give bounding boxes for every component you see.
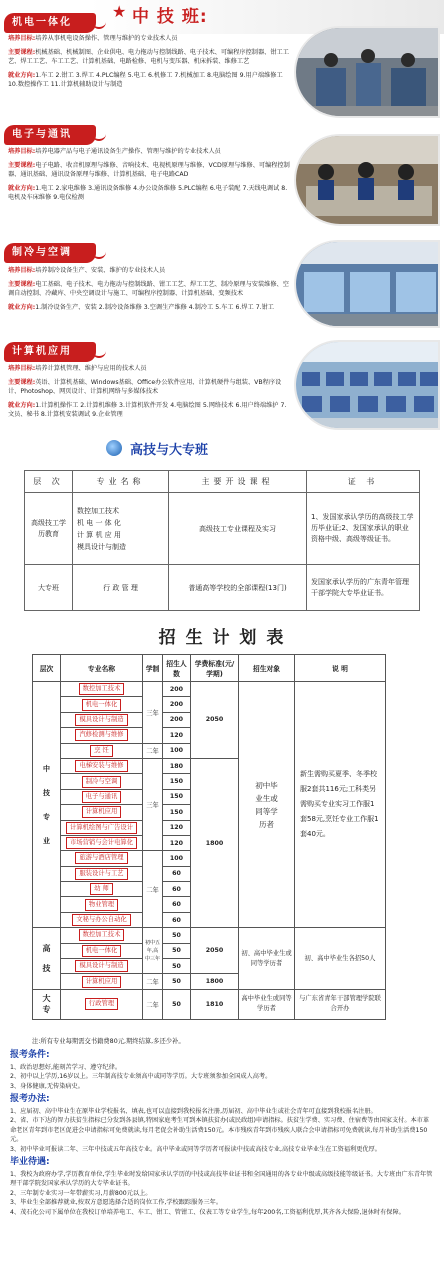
gaoji-header-level: 层 次 bbox=[25, 471, 73, 493]
courses-label: 主要课程: bbox=[8, 280, 36, 288]
plan-major-cell bbox=[61, 712, 143, 727]
target-text: 培养从事机电设备操作、管理与维护的专业技术人员 bbox=[35, 35, 178, 42]
plan-major-cell bbox=[61, 728, 143, 743]
methods-item: 3、初中毕业可报读二年、三年中技或五年高技专业。高中毕业或同等学历者可报读中技或高技专业,高技专业毕业生在工资福利更优厚。 bbox=[10, 1145, 381, 1153]
dazhuan-level: 大专班 bbox=[25, 565, 73, 611]
dazhuan-courses: 普通高等学校的全部课程(13门) bbox=[169, 565, 307, 611]
plan-major-name: 计算机绘图与广告设计 bbox=[66, 822, 137, 834]
plan-fee: 1810 bbox=[191, 989, 239, 1019]
plan-num: 60 bbox=[163, 897, 191, 912]
plan-major-cell bbox=[61, 943, 143, 958]
plan-major-name: 模具设计与制造 bbox=[75, 714, 127, 726]
plan-fee: 2050 bbox=[191, 928, 239, 974]
plan-xuezhi: 二年 bbox=[143, 989, 163, 1019]
gaoji-majors bbox=[73, 493, 169, 565]
plan-xuezhi: 二年 bbox=[143, 974, 163, 989]
plan-num: 60 bbox=[163, 866, 191, 881]
plan-major-name: 文秘与办公自动化 bbox=[72, 914, 130, 926]
plan-major-name: 服装设计与工艺 bbox=[75, 868, 127, 880]
gaoji-table bbox=[24, 470, 420, 611]
photo-refrigeration-lab bbox=[294, 240, 440, 328]
plan-num: 50 bbox=[163, 959, 191, 974]
courses-label: 主要课程: bbox=[8, 48, 36, 56]
methods-item: 1、应届初、高中毕业生在原毕业学校报名、填表,也可以直接到我校报名注册,历届初、高中毕业生或社会青年可直接到我校报名注册。 bbox=[10, 1107, 377, 1115]
plan-major-name: 旅游与酒店管理 bbox=[75, 852, 127, 864]
jobs-label: 就业方向: bbox=[8, 184, 36, 192]
plan-major-cell bbox=[61, 697, 143, 712]
courses-text: 电工基础、电子技术、电力拖动与控制线路、钳工工艺、焊工工艺、制冷原理与安装维修、空调自动控制、冷藏库、中央空调设计与施工、可编程序控制器、计算机基础、变频技术 bbox=[8, 280, 289, 297]
plan-target-gao: 初、高中毕业生或同等学历者 bbox=[239, 928, 295, 990]
target-text: 培养制冷设备生产、安装、维护的专业技术人员 bbox=[35, 267, 166, 274]
courses-text: 电子电路、收音机原理与维修、音响技术、电视机原理与维修、VCD原理与维修、可编程控制器、通讯基础、通讯设备原理与维修、计算机基础、电子电路CAD bbox=[8, 161, 290, 178]
plan-xuezhi: 二年 bbox=[143, 851, 163, 928]
employment-item: 4、茂石化公司下属单位在我校订单培养电工、车工、钳工、管钳工、仪表工等专业学生,每年200名,工资福利优厚,其齐各大保险,退休时有保障。 bbox=[10, 1208, 405, 1216]
courses-label: 主要课程: bbox=[8, 378, 36, 386]
photo-electronics-lab bbox=[294, 134, 440, 226]
plan-row bbox=[33, 928, 386, 943]
major-item: 模具设计与制造 bbox=[77, 542, 126, 551]
target-label: 培养目标: bbox=[8, 35, 36, 42]
plan-major-cell bbox=[61, 835, 143, 850]
plan-major-name: 市场营销与会计电算化 bbox=[66, 837, 137, 849]
plan-major-cell bbox=[61, 928, 143, 943]
plan-xuezhi: 三年 bbox=[143, 758, 163, 850]
plan-major-cell bbox=[61, 789, 143, 804]
target-text: 培养电器产品与电子通讯设备生产操作、管理与维护的专业技术人员 bbox=[35, 148, 221, 155]
plan-major-name: 汽修检测与维修 bbox=[75, 729, 127, 741]
plan-num: 50 bbox=[163, 943, 191, 958]
plan-num: 120 bbox=[163, 835, 191, 850]
plan-num: 150 bbox=[163, 774, 191, 789]
conditions-item: 3、身体健康,无传染病史。 bbox=[10, 1082, 84, 1090]
employment-title: 毕业待遇: bbox=[10, 1157, 50, 1167]
major-item: 机 电 一 体 化 bbox=[77, 518, 121, 527]
conditions-title: 报考条件: bbox=[10, 1050, 50, 1060]
gaoji-courses: 高级技工专业课程及实习 bbox=[169, 493, 307, 565]
plan-header-num: 招生人数 bbox=[163, 655, 191, 682]
plan-major-cell bbox=[61, 882, 143, 897]
plan-header-xuezhi: 学制 bbox=[143, 655, 163, 682]
target-text: 培养计算机管理、维护与应用的技术人员 bbox=[35, 365, 147, 372]
plan-header-major: 专业名称 bbox=[61, 655, 143, 682]
plan-num: 120 bbox=[163, 820, 191, 835]
plan-major-cell bbox=[61, 866, 143, 881]
section-tag-zhileng: 制冷与空调 bbox=[4, 243, 96, 263]
plan-major-cell bbox=[61, 912, 143, 927]
header-title: 中 技 班: bbox=[132, 7, 208, 27]
plan-header-level: 层次 bbox=[33, 655, 61, 682]
plan-num: 150 bbox=[163, 789, 191, 804]
plan-major-cell bbox=[61, 959, 143, 974]
courses-label: 主要课程: bbox=[8, 161, 36, 169]
plan-level-zhong: 中 技 专 业 bbox=[33, 682, 61, 928]
section-text-dianzi bbox=[8, 147, 290, 207]
gaoji-title: 高技与大专班 bbox=[130, 443, 209, 458]
plan-major-cell bbox=[61, 897, 143, 912]
plan-num: 200 bbox=[163, 682, 191, 697]
jobs-text: 1.制冷设备生产、安装 2.制冷设备维修 3.空调生产维修 4.制冷工 5.车工 6.焊工 7.钳工 bbox=[35, 303, 274, 311]
plan-num: 50 bbox=[163, 974, 191, 989]
plan-major-name: 机电一体化 bbox=[82, 699, 121, 711]
plan-target-zhong: 初中毕业生或同等学历者 bbox=[239, 682, 295, 928]
courses-text: 英语、计算机基础、Windows基础、Office办公软件应用、计算机硬件与组装、VB程序设计、Photoshop、网页设计、计算机网络与多媒体技术 bbox=[8, 378, 282, 395]
conditions-block bbox=[10, 1047, 434, 1217]
plan-num: 120 bbox=[163, 728, 191, 743]
jobs-label: 就业方向: bbox=[8, 71, 36, 79]
plan-num: 50 bbox=[163, 928, 191, 943]
plan-major-name: 计算机应用 bbox=[82, 976, 121, 988]
photo-workshop bbox=[294, 26, 440, 118]
plan-major-name: 数控加工技术 bbox=[79, 929, 125, 941]
plan-major-name: 幼 师 bbox=[90, 883, 113, 895]
plan-major-name: 电梯安装与维修 bbox=[75, 760, 127, 772]
gaoji-header-cert: 证 书 bbox=[307, 471, 420, 493]
gaoji-level: 高级技工学历教育 bbox=[25, 493, 73, 565]
methods-item: 2、省、市下达的智力扶贫生指标已分发到各县镇,特困家庭考生可到本镇扶贫办(或民政组)申请指标。扶贫生学费、实习费、住宿费等由国家支付。本市革命老区青年到市老区促进会申请指标可免费就读,每月老促会补助生活费150元。本市残疾青年到市残疾人联合会申请指标可免费就读,每月补助生活费150元。 bbox=[10, 1117, 430, 1143]
plan-major-cell bbox=[61, 682, 143, 697]
plan-row bbox=[33, 989, 386, 1019]
jobs-label: 就业方向: bbox=[8, 303, 36, 311]
plan-num: 200 bbox=[163, 697, 191, 712]
target-label: 培养目标: bbox=[8, 365, 36, 372]
plan-note-gao: 初、高中毕业生各招50人 bbox=[295, 928, 386, 990]
plan-num: 60 bbox=[163, 882, 191, 897]
plan-major-name: 电子与通讯 bbox=[82, 791, 121, 803]
plan-num: 60 bbox=[163, 912, 191, 927]
courses-text: 机械基础、机械制图、企业供电、电力拖动与控制线路、电子技术、可编程序控制器、钳工工艺、焊工工艺、车工工艺、计算机基础、电路检修、电机与变压器、机床拆装、维修工艺 bbox=[8, 48, 289, 65]
plan-num: 100 bbox=[163, 851, 191, 866]
plan-row bbox=[33, 682, 386, 697]
gaoji-header-courses: 主要开设课程 bbox=[169, 471, 307, 493]
plan-xuezhi: 三年 bbox=[143, 682, 163, 744]
section-tag-jidian: 机电一体化 bbox=[4, 13, 96, 33]
plan-xuezhi: 初中五年,高中三年 bbox=[143, 928, 163, 974]
plan-major-cell bbox=[61, 851, 143, 866]
plan-major-name: 模具设计与制造 bbox=[75, 960, 127, 972]
plan-xuezhi: 二年 bbox=[143, 743, 163, 758]
plan-major-cell bbox=[61, 820, 143, 835]
major-item: 数控加工技术 bbox=[77, 506, 119, 515]
jobs-text: 1.电工 2.家电维修 3.通讯设备维修 4.办公设备维修 5.PLC编程 6.电子装配 7.天线电调试 8.电机及车床维修 9.电仪检测 bbox=[8, 184, 288, 201]
dazhuan-cert: 发国家承认学历的广东青年管理干部学院大专毕业证书。 bbox=[307, 565, 420, 611]
plan-major-name: 计算机应用 bbox=[82, 806, 121, 818]
plan-major-name: 制冷与空调 bbox=[82, 776, 121, 788]
photo-computer-lab bbox=[294, 340, 440, 430]
section-tag-dianzi: 电子与通讯 bbox=[4, 125, 96, 145]
target-label: 培养目标: bbox=[8, 267, 36, 274]
conditions-item: 1、政治思想好,能刻苦学习、遵守纪律。 bbox=[10, 1063, 122, 1071]
section-text-zhileng bbox=[8, 266, 290, 316]
header-star: ★ bbox=[112, 2, 127, 21]
major-item: 计 算 机 应 用 bbox=[77, 530, 121, 539]
plan-note-dazhuan: 与广东省青年干部管理学院联合开办 bbox=[295, 989, 386, 1019]
plan-header-note: 说 明 bbox=[295, 655, 386, 682]
plan-note-zhong: 新生需购买夏季、冬季校服2套共116元;工科类另需购买专业实习工作服1套58元,烹饪专业工作服1套40元。 bbox=[295, 682, 386, 928]
plan-major-name: 烹 饪 bbox=[90, 745, 113, 757]
jobs-label: 就业方向: bbox=[8, 401, 36, 409]
gaoji-header-major: 专业名称 bbox=[73, 471, 169, 493]
conditions-item: 2、初中以上学历,16岁以上。三年制高技专业须高中或同等学历。大专班须参加全国成人高考。 bbox=[10, 1073, 272, 1080]
plan-major-name: 机电一体化 bbox=[82, 945, 121, 957]
plan-major-cell bbox=[61, 989, 143, 1019]
gaoji-icon bbox=[106, 440, 122, 456]
plan-header-target: 招生对象 bbox=[239, 655, 295, 682]
target-label: 培养目标: bbox=[8, 148, 36, 155]
employment-item: 3、毕业生全部推荐就业,按双方意愿选择合适的岗位工作,学校跟踪服务三年。 bbox=[10, 1199, 223, 1206]
plan-major-cell bbox=[61, 974, 143, 989]
dazhuan-major: 行 政 管 理 bbox=[73, 565, 169, 611]
employment-item: 1、我校为政府办学,学历教育单位,学生毕业时发给国家承认学历的中技或高技毕业证书和全国通用的各专业中级或高级技能等级证书。大专班由广东青年管理干部学院发国家承认学历的大专毕业证书。 bbox=[10, 1170, 433, 1187]
section-text-jidian bbox=[8, 34, 290, 94]
plan-title: 招 生 计 划 表 bbox=[158, 628, 286, 648]
plan-num: 150 bbox=[163, 805, 191, 820]
jobs-text: 1.计算机操作工 2.计算机维修 3.计算机软件开发 4.电脑绘图 5.网络技术 6.用户终端维护 7.文员、秘书 8.计算机安装调试 9.企业管理 bbox=[8, 401, 287, 418]
plan-major-name: 数控加工技术 bbox=[79, 683, 125, 695]
plan-major-name: 行政管理 bbox=[85, 998, 118, 1010]
plan-major-name: 物业管理 bbox=[85, 899, 118, 911]
section-text-jisuanji bbox=[8, 364, 290, 424]
plan-major-cell bbox=[61, 805, 143, 820]
plan-num: 100 bbox=[163, 743, 191, 758]
jobs-text: 1.车工 2.钳工 3.焊工 4.PLC编程 5.电工 6.机修工 7.机械加工 8.电脑绘图 9.用户端维修工 10.数控操作工 11.计算机辅助设计与制造 bbox=[8, 71, 283, 88]
plan-level-dazhuan: 大 专 bbox=[33, 989, 61, 1019]
plan-major-cell bbox=[61, 758, 143, 773]
plan-fee: 1800 bbox=[191, 758, 239, 927]
plan-fee: 1800 bbox=[191, 974, 239, 989]
plan-fee: 2050 bbox=[191, 682, 239, 759]
plan-major-cell bbox=[61, 774, 143, 789]
plan-major-cell bbox=[61, 743, 143, 758]
employment-item: 2、三年制专业实习一年带薪实习,月薪800元以上。 bbox=[10, 1189, 152, 1197]
plan-num: 50 bbox=[163, 989, 191, 1019]
plan-num: 200 bbox=[163, 712, 191, 727]
plan-num: 180 bbox=[163, 758, 191, 773]
gaoji-cert: 1、发国家承认学历的高级技工学历毕业证;2、发国家承认的职业资格中级、高级等级证书。 bbox=[307, 493, 420, 565]
plan-footnote: 注:所有专业每期需交书籍费80元,期终结算,多还少补。 bbox=[32, 1038, 185, 1045]
plan-table bbox=[32, 654, 386, 1020]
plan-target-dazhuan: 高中毕业生或同等学历者 bbox=[239, 989, 295, 1019]
plan-level-gao: 高 技 bbox=[33, 928, 61, 990]
methods-title: 报考办法: bbox=[10, 1094, 50, 1104]
section-tag-jisuanji: 计算机应用 bbox=[4, 342, 96, 362]
plan-header-fee: 学费标准(元/学期) bbox=[191, 655, 239, 682]
